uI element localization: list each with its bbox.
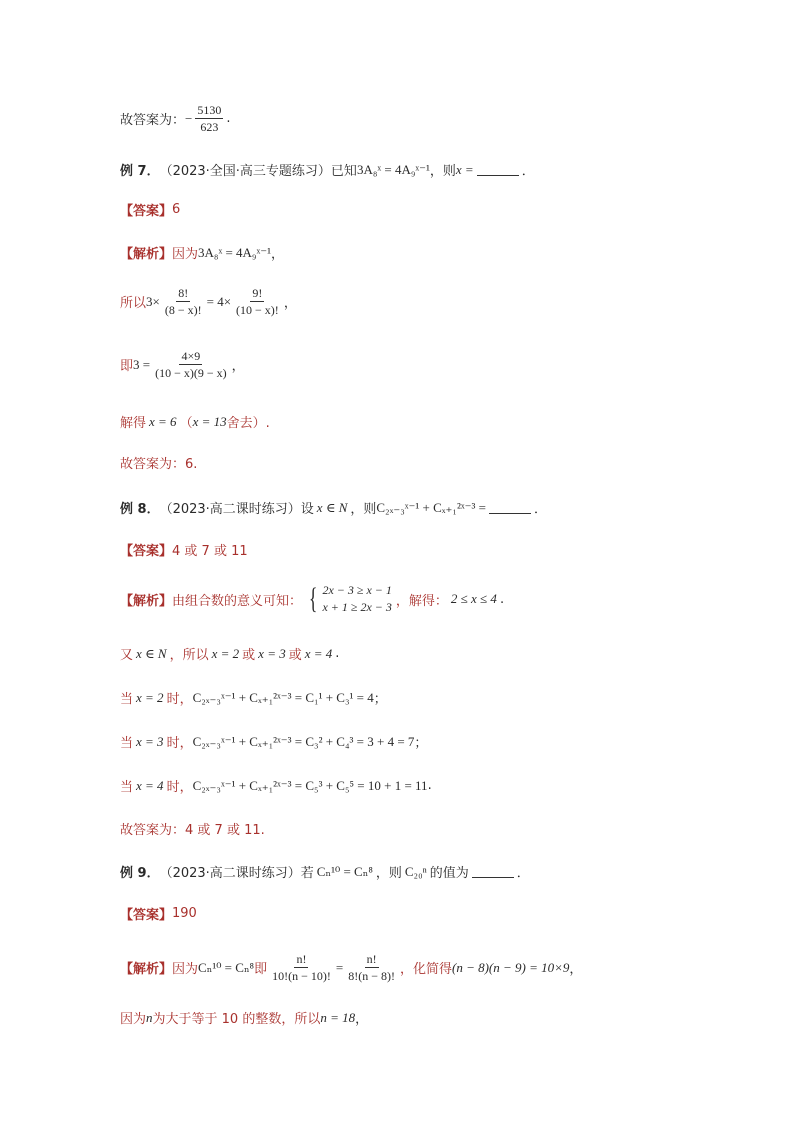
answer-fraction bbox=[195, 103, 223, 134]
ex8-case1 bbox=[120, 688, 387, 707]
end: ； bbox=[414, 736, 428, 751]
analysis-text: 因为 bbox=[172, 247, 199, 262]
ex9-analysis bbox=[120, 952, 582, 983]
analysis-text: 由组合数的意义可知： bbox=[172, 593, 303, 609]
text: 又 bbox=[120, 648, 134, 663]
step-end: ， bbox=[283, 296, 297, 311]
ex8-case3 bbox=[120, 776, 432, 795]
answer-blank bbox=[489, 501, 531, 514]
ex9-question bbox=[120, 862, 530, 881]
ex8-mid: ，则 bbox=[350, 502, 377, 517]
ex8-source: （2023·高二课时练习）设 bbox=[159, 502, 314, 517]
prev-answer-line bbox=[120, 103, 231, 134]
analysis-result: 2 ≤ x ≤ 4 bbox=[450, 591, 497, 606]
text: 因为 bbox=[120, 1012, 147, 1027]
step-prefix: 即 bbox=[120, 359, 134, 374]
end: . bbox=[335, 646, 340, 661]
text: 或 bbox=[288, 648, 302, 663]
ex7-step3 bbox=[120, 412, 270, 431]
text: 当 bbox=[120, 780, 134, 795]
analysis-tag: 【解析】 bbox=[120, 962, 173, 977]
ex8-expression: C₂ₓ₋₃ˣ⁻¹ + Cₓ₊₁²ˣ⁻³ = bbox=[376, 499, 486, 515]
analysis-equation: 3A₈ˣ = 4A₉ˣ⁻¹ bbox=[198, 244, 271, 260]
fraction bbox=[346, 952, 397, 983]
ex9-line2 bbox=[120, 1008, 368, 1027]
ex7-answer bbox=[120, 200, 180, 219]
case-equation: C₂ₓ₋₃ˣ⁻¹ + Cₓ₊₁²ˣ⁻³ = C₃² + C₄³ = 3 + 4 = 7 bbox=[192, 733, 415, 749]
ex9-label: 例 9． bbox=[120, 866, 160, 881]
end-punct: . bbox=[226, 111, 231, 126]
answer-value: 6 bbox=[172, 202, 181, 217]
ex7-step1 bbox=[120, 286, 297, 317]
analysis-result: (n − 8)(n − 9) = 10×9 bbox=[452, 959, 570, 975]
ex8-answer bbox=[120, 540, 248, 559]
step-term: = 4× bbox=[206, 293, 232, 309]
ex8-final bbox=[120, 819, 265, 838]
text: 时， bbox=[166, 736, 193, 751]
analysis-mid: 即 bbox=[254, 962, 268, 977]
fraction-numerator: n! bbox=[366, 952, 377, 966]
fraction bbox=[153, 349, 229, 380]
ex7-equation: 3A₈ˣ = 4A₉ˣ⁻¹ bbox=[356, 161, 430, 177]
ex7-var: x = bbox=[455, 161, 474, 177]
note-text: 舍去）. bbox=[226, 416, 270, 431]
value: x = 4 bbox=[136, 777, 164, 793]
answer-tag: 【答案】 bbox=[120, 908, 173, 923]
ex8-condition: x ∈ N bbox=[316, 499, 348, 515]
ex7-final bbox=[120, 453, 197, 472]
ex8-line2 bbox=[120, 644, 339, 663]
analysis-end: ， bbox=[569, 962, 583, 977]
step-term: 3 = bbox=[133, 356, 151, 372]
ex9-expression: C₂₀ⁿ bbox=[404, 863, 427, 879]
answer-tag: 【答案】 bbox=[120, 544, 173, 559]
fraction bbox=[234, 286, 281, 317]
ex9-condition: Cₙ¹⁰ = Cₙ⁸ bbox=[316, 863, 373, 879]
case-equation: C₂ₓ₋₃ˣ⁻¹ + Cₓ₊₁²ˣ⁻³ = C₅³ + C₅⁵ = 10 + 1 = 11 bbox=[192, 777, 428, 793]
ex7-source: （2023·全国·高三专题练习）已知 bbox=[159, 164, 357, 179]
answer-blank bbox=[472, 865, 514, 878]
value: x = 2 bbox=[211, 645, 240, 661]
fraction-denominator: 10!(n − 10)! bbox=[272, 969, 331, 983]
step-prefix: 解得 bbox=[120, 416, 147, 431]
ex9-end: ． bbox=[516, 866, 530, 881]
minus-sign: − bbox=[185, 110, 193, 126]
paren-open: （ bbox=[179, 416, 193, 431]
step-term: 3× bbox=[146, 293, 160, 309]
fraction-numerator: n! bbox=[296, 952, 307, 966]
ex9-answer bbox=[120, 904, 197, 923]
value: x = 3 bbox=[258, 645, 286, 661]
fraction bbox=[270, 952, 333, 983]
fraction-numerator: 9! bbox=[252, 286, 263, 300]
ex9-source: （2023·高二课时练习）若 bbox=[159, 866, 314, 881]
text: ，所以 bbox=[169, 648, 209, 663]
ex8-analysis bbox=[120, 582, 504, 616]
value: x = 4 bbox=[304, 645, 333, 661]
analysis-equation: Cₙ¹⁰ = Cₙ⁸ bbox=[198, 959, 255, 975]
equals-sign: = bbox=[335, 959, 344, 975]
analysis-mid: ，解得： bbox=[395, 593, 448, 609]
answer-blank bbox=[477, 163, 519, 176]
condition: x ∈ N bbox=[136, 645, 167, 661]
system-row: x + 1 ≥ 2x − 3 bbox=[322, 600, 392, 614]
ex8-question bbox=[120, 498, 547, 517]
case-equation: C₂ₓ₋₃ˣ⁻¹ + Cₓ₊₁²ˣ⁻³ = C₁¹ + C₃¹ = 4 bbox=[192, 689, 374, 705]
text: 当 bbox=[120, 736, 134, 751]
analysis-end: ， bbox=[270, 247, 284, 262]
end: . bbox=[427, 778, 432, 793]
ex9-mid: ，则 bbox=[375, 866, 402, 881]
ex9-tail: 的值为 bbox=[429, 866, 469, 881]
ex7-end: ． bbox=[521, 164, 535, 179]
ex7-question bbox=[120, 160, 535, 179]
answer-tag: 【答案】 bbox=[120, 204, 173, 219]
result: n = 18 bbox=[320, 1009, 356, 1025]
fraction bbox=[163, 286, 204, 317]
variable: n bbox=[146, 1009, 153, 1025]
inequality-system bbox=[306, 582, 392, 616]
end: ； bbox=[373, 692, 387, 707]
text: 时， bbox=[166, 780, 193, 795]
step-equation: x = 6 bbox=[149, 413, 177, 429]
answer-value: 190 bbox=[172, 906, 197, 921]
final-answer: 故答案为：6. bbox=[120, 457, 198, 472]
analysis-tag: 【解析】 bbox=[120, 247, 173, 262]
final-answer: 故答案为：4 或 7 或 11. bbox=[120, 823, 265, 838]
system-row: 2x − 3 ≥ x − 1 bbox=[322, 583, 392, 597]
end: ， bbox=[355, 1012, 369, 1027]
answer-value: 4 或 7 或 11 bbox=[172, 544, 248, 559]
text: 或 bbox=[242, 648, 256, 663]
text: 为大于等于 10 的整数，所以 bbox=[152, 1012, 321, 1027]
fraction-denominator: 8!(n − 8)! bbox=[348, 969, 395, 983]
fraction-numerator: 4×9 bbox=[181, 349, 201, 363]
ex7-mid: ，则 bbox=[429, 164, 456, 179]
fraction-denominator: 623 bbox=[200, 120, 219, 134]
fraction-numerator: 8! bbox=[178, 286, 189, 300]
fraction-denominator: (10 − x)(9 − x) bbox=[155, 366, 227, 380]
value: x = 3 bbox=[136, 733, 164, 749]
ex8-end: ． bbox=[533, 502, 547, 517]
left-brace: { bbox=[308, 582, 318, 615]
ex7-label: 例 7． bbox=[120, 164, 160, 179]
fraction-numerator: 5130 bbox=[197, 103, 222, 117]
value: x = 2 bbox=[136, 689, 164, 705]
analysis-text: 因为 bbox=[172, 962, 199, 977]
note-equation: x = 13 bbox=[192, 413, 227, 429]
ex7-analysis bbox=[120, 243, 284, 262]
analysis-mid2: ，化简得 bbox=[399, 962, 452, 977]
ex8-label: 例 8． bbox=[120, 502, 160, 517]
fraction-denominator: (10 − x)! bbox=[236, 303, 279, 317]
text: 当 bbox=[120, 692, 134, 707]
text: 时， bbox=[166, 692, 193, 707]
analysis-tag: 【解析】 bbox=[120, 593, 173, 609]
ex8-case2 bbox=[120, 732, 427, 751]
step-end: ， bbox=[231, 359, 245, 374]
ex7-step2 bbox=[120, 349, 245, 380]
answer-prefix: 故答案为： bbox=[120, 113, 186, 128]
analysis-end: . bbox=[499, 591, 505, 607]
fraction-denominator: (8 − x)! bbox=[164, 303, 202, 317]
step-prefix: 所以 bbox=[120, 296, 147, 311]
